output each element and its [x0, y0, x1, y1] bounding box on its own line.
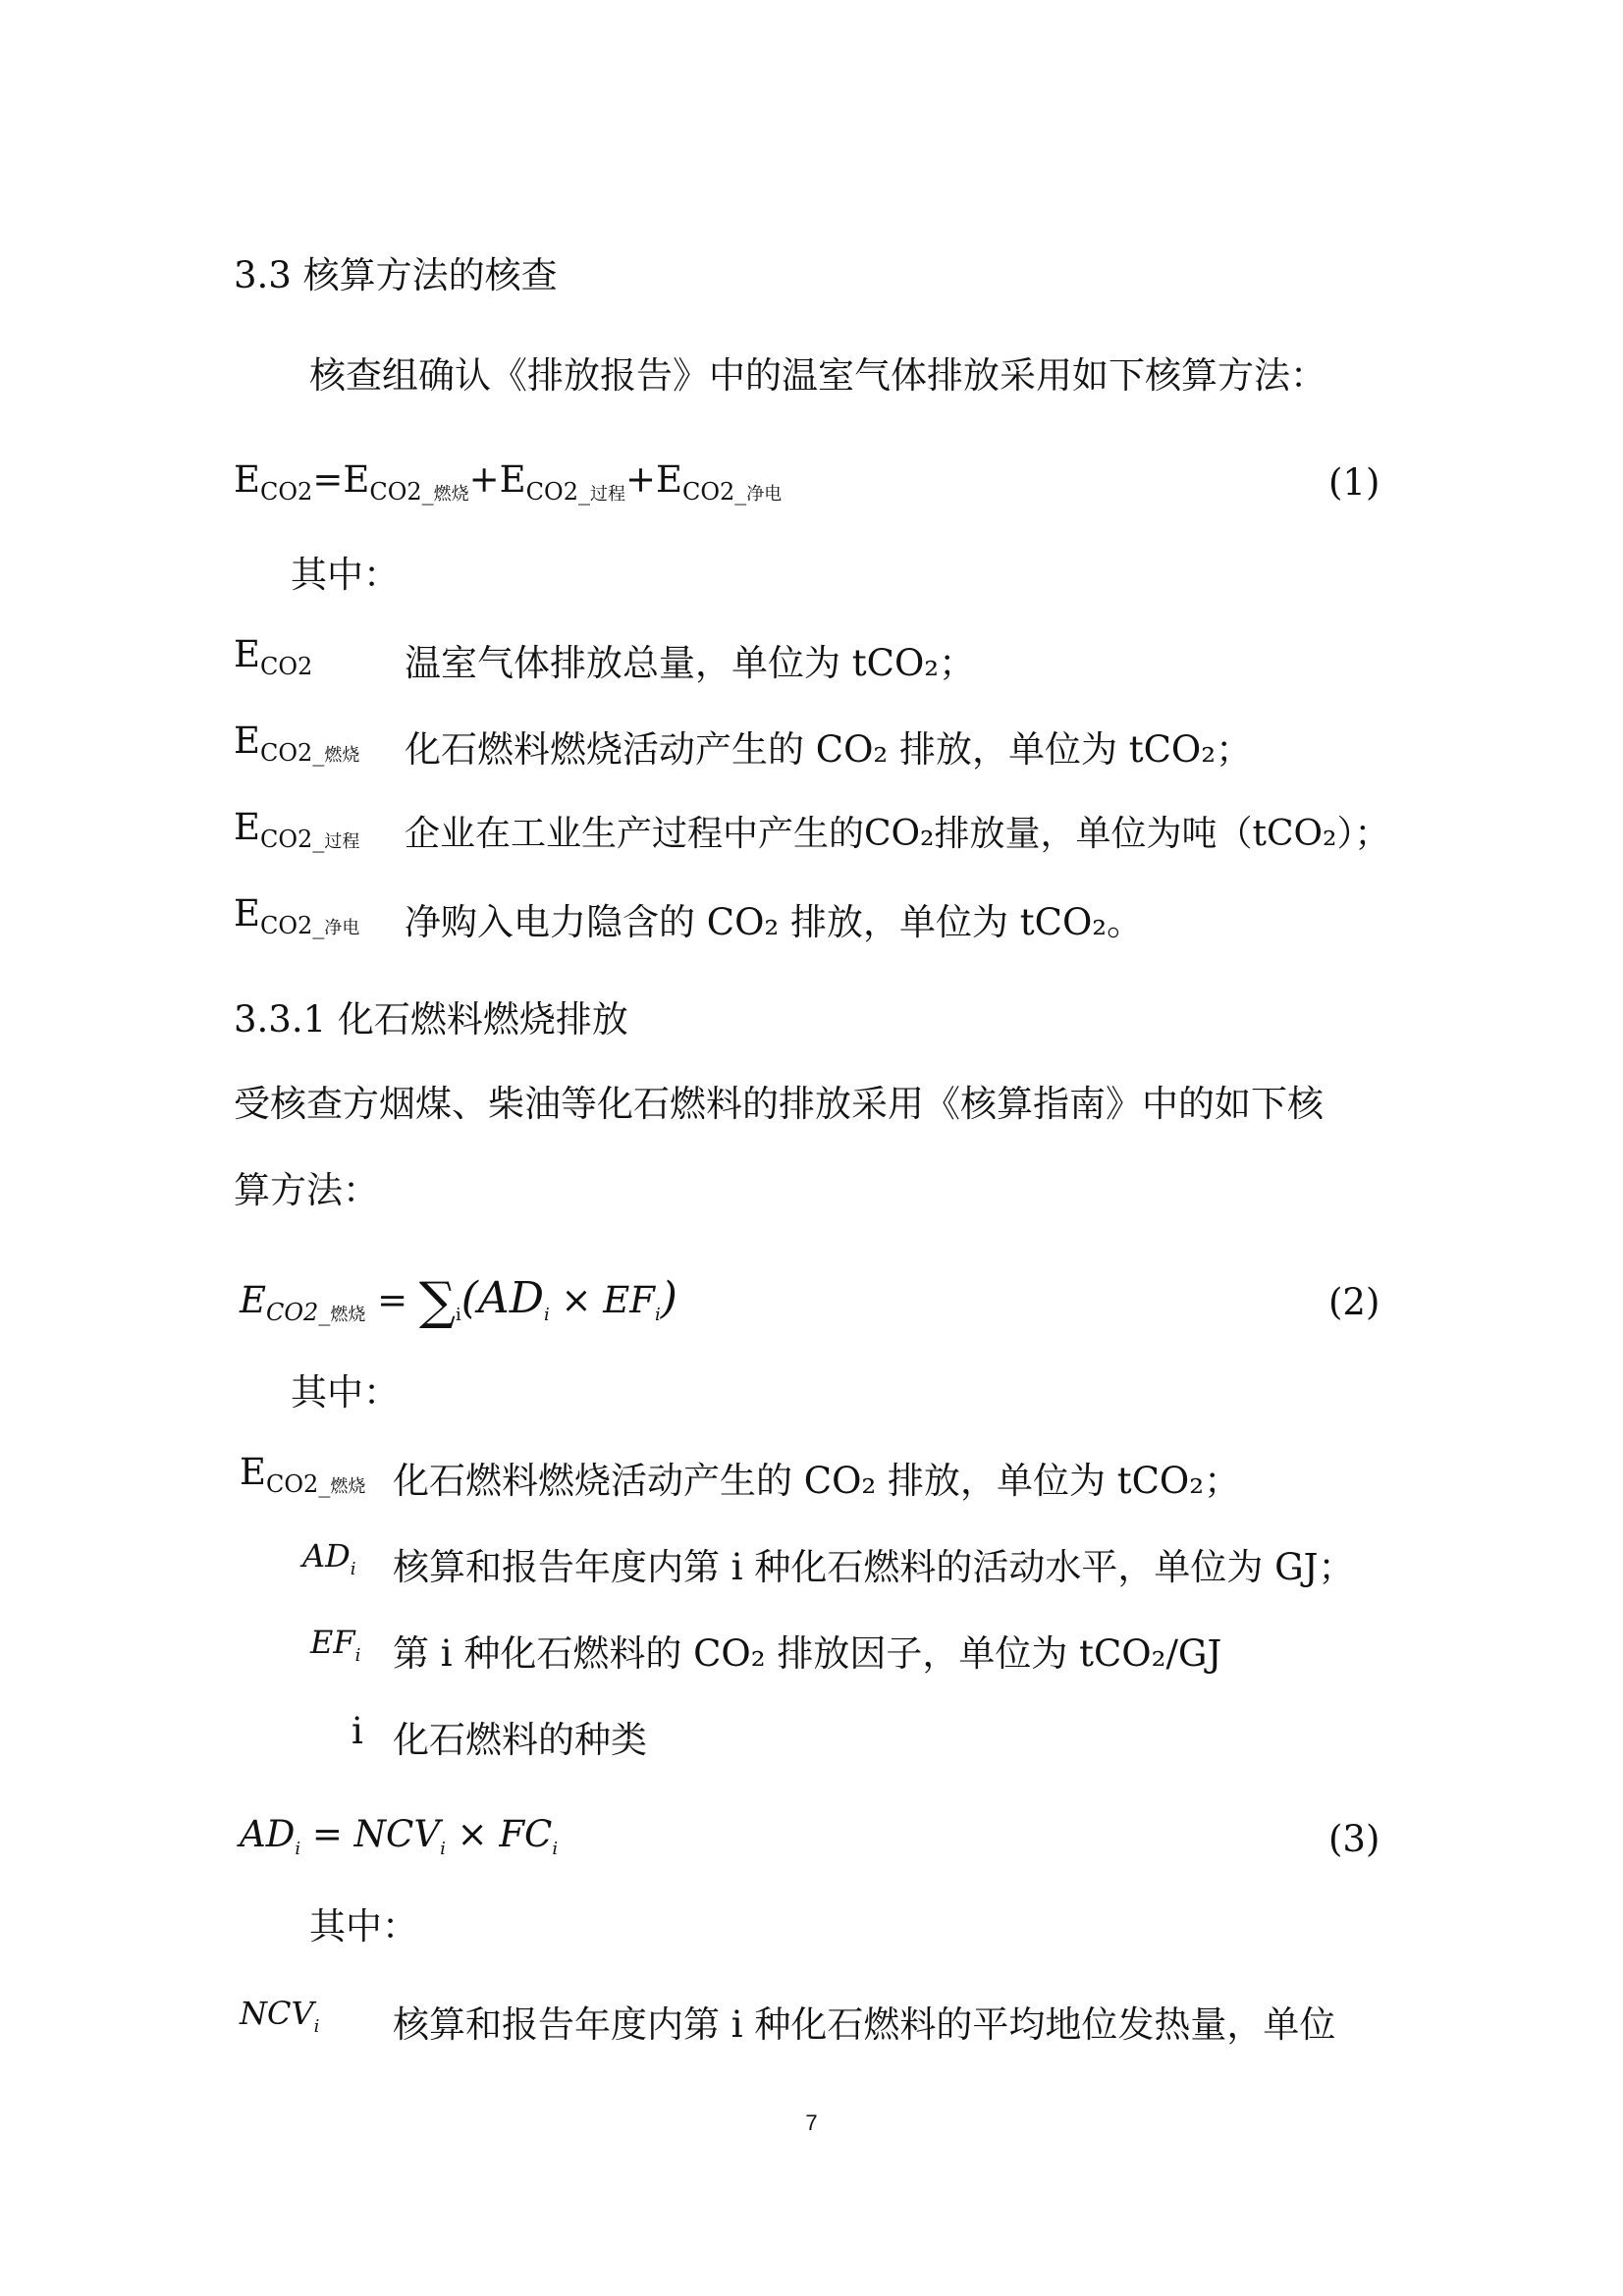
definition-term: $NCV_i$ [240, 1995, 320, 2037]
definition-text: 温室气体排放总量，单位为 tCO₂； [405, 642, 976, 684]
formula-1-sub: CO2_ [682, 478, 747, 506]
equation-number: (1) [1328, 461, 1380, 504]
where-label: 其中： [291, 1371, 400, 1414]
where-label: 其中： [291, 554, 400, 596]
definition-term: i [352, 1710, 363, 1752]
paragraph-line: 算方法： [234, 1169, 379, 1211]
definition-term: $E_{CO2\_过程}$ [234, 806, 360, 853]
definition-term: $E_{CO2\_净电}$ [234, 892, 360, 939]
definition-text: 核算和报告年度内第 i 种化石燃料的活动水平，单位为 GJ； [393, 1546, 1355, 1588]
definition-term: $E_{CO2\_燃烧}$ [234, 720, 360, 767]
where-label: 其中： [309, 1905, 418, 1948]
formula-1-sub-cn: 燃烧 [433, 484, 469, 505]
section-heading: 3.3 核算方法的核查 [234, 254, 558, 296]
formula-1-sub: CO2 [260, 478, 313, 506]
equation-number: (2) [1328, 1281, 1380, 1323]
equation-number: (3) [1328, 1818, 1380, 1860]
definition-text: 化石燃料燃烧活动产生的 CO₂ 排放，单位为 tCO₂； [405, 728, 1253, 771]
formula-1-sub-cn: 过程 [589, 484, 625, 505]
formula-1-sub-cn: 净电 [746, 484, 783, 505]
definition-term: $EF_i$ [310, 1624, 361, 1666]
paragraph-line: 受核查方烟煤、柴油等化石燃料的排放采用《核算指南》中的如下核 [234, 1083, 1324, 1125]
definition-text: 企业在工业生产过程中产生的CO₂排放量，单位为吨（tCO₂）； [405, 814, 1390, 854]
formula-1 [234, 458, 783, 506]
formula-3: $AD_i = NCV_i \times FC_i$ [240, 1813, 559, 1859]
intro-paragraph: 核查组确认《排放报告》中的温室气体排放采用如下核算方法： [309, 354, 1326, 397]
formula-1-plus: +E [624, 458, 682, 501]
definition-term: $AD_i$ [302, 1537, 356, 1579]
formula-1-plus: +E [468, 458, 526, 501]
formula-1-sub: CO2_ [369, 478, 434, 506]
formula-1-e: E [234, 458, 261, 501]
subsection-heading: 3.3.1 化石燃料燃烧排放 [234, 998, 628, 1041]
formula-1-eq: =E [312, 458, 370, 501]
definition-text: 第 i 种化石燃料的 CO₂ 排放因子，单位为 tCO₂/GJ [393, 1632, 1222, 1675]
definition-text: 核算和报告年度内第 i 种化石燃料的平均地位发热量，单位 [393, 2003, 1336, 2046]
formula-2: $E_{CO2\_燃烧} = \sum_i(AD_i \times EF_i)$ [240, 1272, 677, 1331]
definition-text: 化石燃料燃烧活动产生的 CO₂ 排放，单位为 tCO₂； [393, 1460, 1241, 1502]
definition-text: 化石燃料的种类 [393, 1719, 647, 1761]
formula-1-sub: CO2_ [525, 478, 590, 506]
definition-term: $E_{CO2}$ [234, 633, 313, 680]
definition-term: $E_{CO2\_燃烧}$ [240, 1451, 366, 1498]
definition-text: 净购入电力隐含的 CO₂ 排放，单位为 tCO₂。 [405, 901, 1144, 943]
page-number: 7 [805, 2110, 818, 2135]
